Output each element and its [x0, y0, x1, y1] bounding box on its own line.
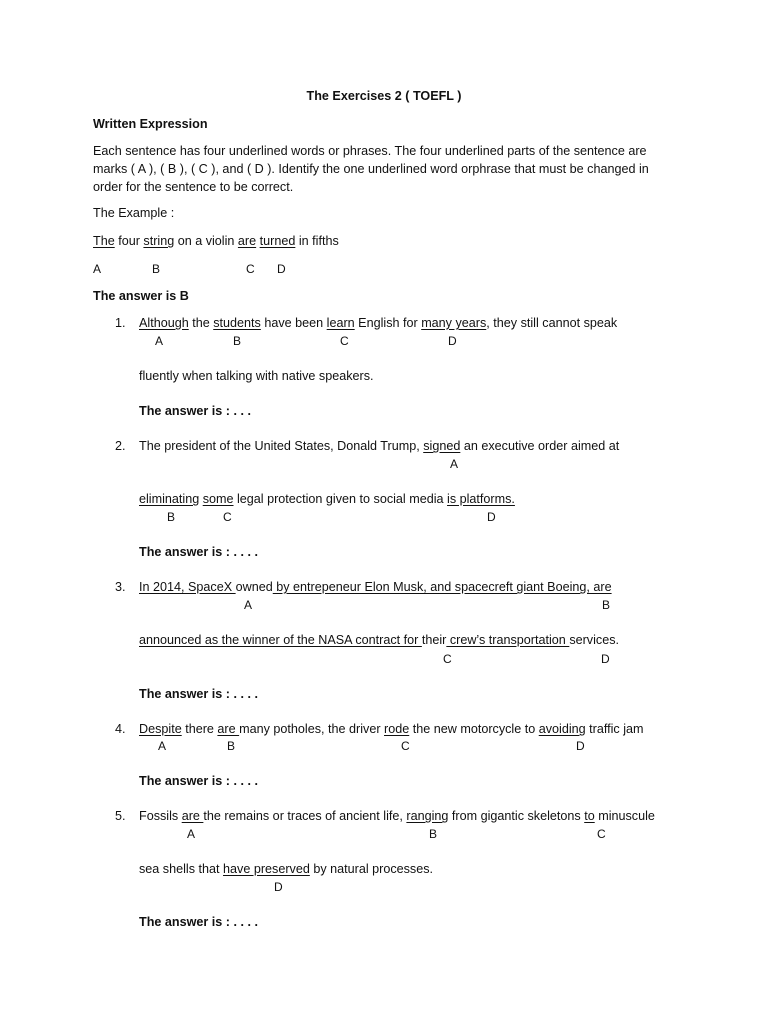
example-letter-b: B — [152, 262, 161, 276]
letter-a: A — [187, 827, 196, 841]
letter-a: A — [158, 739, 167, 753]
question-number: 4. — [115, 722, 126, 736]
sentence-text: legal protection given to social media — [233, 492, 448, 506]
letter-c: C — [597, 827, 606, 841]
answer-line: The answer is : . . . . — [139, 687, 258, 701]
option-a: signed — [423, 439, 461, 453]
answer-line: The answer is : . . . . — [139, 545, 258, 559]
letter-b: B — [227, 739, 236, 753]
option-a: In 2014, SpaceX — [139, 580, 236, 594]
example-letter-c: C — [246, 262, 255, 276]
question-number: 5. — [115, 809, 126, 823]
sentence-text: services. — [569, 633, 619, 647]
letter-b: B — [602, 598, 611, 612]
question-number: 1. — [115, 316, 126, 330]
option-b: by entrepeneur Elon Musk, and spacecreft giant Boeing, are — [272, 580, 612, 594]
option-c: announced as the winner of the NASA contract for — [139, 633, 422, 647]
sentence-text: minuscule — [594, 809, 655, 823]
option-d: have preserved — [223, 862, 310, 876]
letter-a: A — [244, 598, 253, 612]
question-number: 3. — [115, 580, 126, 594]
option-b: ranging — [406, 809, 449, 823]
sentence-text: have been — [260, 316, 327, 330]
example-part-b: string — [143, 234, 175, 248]
sentence-text: their — [421, 633, 447, 647]
sentence-text: owned — [235, 580, 273, 594]
option-a: are — [181, 809, 204, 823]
sentence-text: Fossils — [139, 809, 182, 823]
example-part-a: The — [93, 234, 115, 248]
option-a: Despite — [139, 722, 182, 736]
sentence-text: The president of the United States, Donald Trump, — [139, 439, 424, 453]
option-b: are — [217, 722, 240, 736]
example-part-c: are — [237, 234, 257, 248]
example-letter-d: D — [277, 262, 286, 276]
letter-b: B — [429, 827, 438, 841]
question-number: 2. — [115, 439, 126, 453]
sentence-text: an executive order aimed at — [460, 439, 620, 453]
answer-line: The answer is : . . . . — [139, 915, 258, 929]
option-d: avoiding — [538, 722, 586, 736]
question-3-line-2 — [139, 632, 619, 648]
letter-d: D — [576, 739, 585, 753]
question-2-line-2 — [139, 491, 515, 507]
answer-line: The answer is : . . . — [139, 404, 251, 418]
option-c: learn — [326, 316, 355, 330]
question-4-line-1 — [139, 721, 644, 737]
option-a: Although — [139, 316, 189, 330]
letter-d: D — [487, 510, 496, 524]
option-d: is platforms. — [447, 492, 515, 506]
sentence-text: many potholes, the driver — [239, 722, 385, 736]
question-5-line-1 — [139, 808, 655, 824]
question-2-line-1 — [139, 438, 619, 454]
sentence-text: English for — [354, 316, 422, 330]
option-b: students — [213, 316, 261, 330]
question-5-line-2 — [139, 861, 433, 877]
example-text: four — [114, 234, 144, 248]
sentence-text: traffic jam — [585, 722, 644, 736]
letter-b: B — [167, 510, 176, 524]
example-label: The Example : — [93, 206, 175, 220]
letter-c: C — [223, 510, 232, 524]
question-1-line-2: fluently when talking with native speakers. — [139, 369, 374, 383]
example-text: on a violin — [174, 234, 238, 248]
section-heading: Written Expression — [93, 117, 208, 131]
page-title: The Exercises 2 ( TOEFL ) — [306, 89, 462, 103]
letter-c: C — [443, 652, 452, 666]
option-b: eliminating — [139, 492, 200, 506]
sentence-text: the — [188, 316, 214, 330]
answer-line: The answer is : . . . . — [139, 774, 258, 788]
sentence-text: , they still cannot speak — [486, 316, 618, 330]
example-sentence — [93, 233, 339, 249]
letter-a: A — [155, 334, 164, 348]
option-d: crew’s transportation — [446, 633, 570, 647]
letter-d: D — [274, 880, 283, 894]
example-text: in fifths — [295, 234, 339, 248]
letter-c: C — [340, 334, 349, 348]
option-c: some — [202, 492, 234, 506]
letter-b: B — [233, 334, 242, 348]
letter-d: D — [448, 334, 457, 348]
option-d: many years — [421, 316, 487, 330]
sentence-text: the remains or traces of ancient life, — [203, 809, 407, 823]
letter-a: A — [450, 457, 459, 471]
example-part-d: turned — [259, 234, 296, 248]
question-1-line-1 — [139, 315, 617, 331]
option-c: to — [584, 809, 595, 823]
sentence-text: from gigantic skeletons — [448, 809, 585, 823]
instructions-paragraph: Each sentence has four underlined words or phrases. The four underlined parts of the sentence are marks ( A ), ( B ), ( C ), and ( D ). Identify the one underlined word orphrase that must be changed in order for the sentence to be correct. — [93, 144, 649, 194]
sentence-text: the new motorcycle to — [409, 722, 539, 736]
question-3-line-1 — [139, 579, 612, 595]
example-answer: The answer is B — [93, 289, 189, 303]
sentence-text: sea shells that — [139, 862, 224, 876]
sentence-text: there — [181, 722, 218, 736]
sentence-text: by natural processes. — [309, 862, 434, 876]
example-letter-a: A — [93, 262, 102, 276]
letter-c: C — [401, 739, 410, 753]
letter-d: D — [601, 652, 610, 666]
option-c: rode — [384, 722, 410, 736]
